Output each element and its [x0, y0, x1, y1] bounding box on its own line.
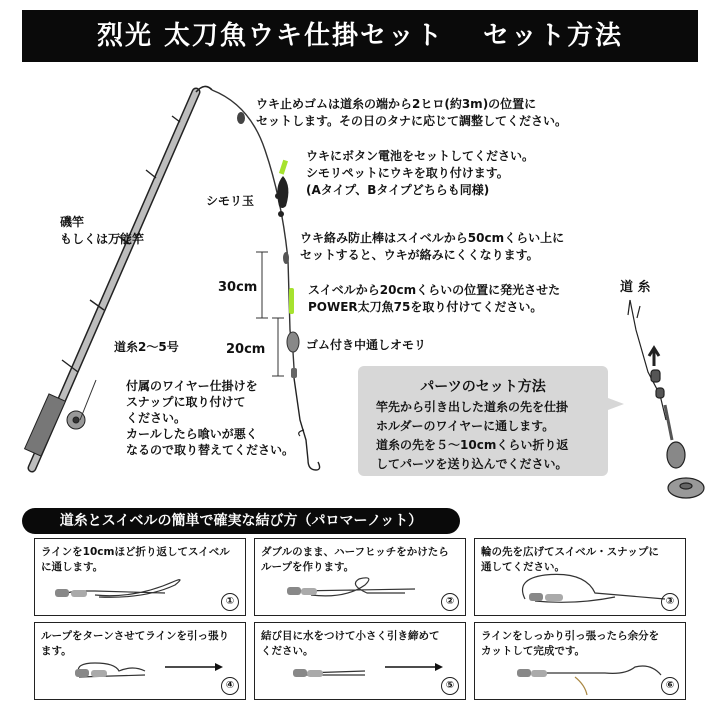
label-sinker: ゴム付き中通しオモリ: [306, 338, 427, 352]
label-20cm: 20cm: [226, 342, 266, 357]
sinker: [287, 332, 299, 352]
glow-stick: [289, 288, 294, 314]
inset-rig: [628, 300, 704, 498]
knot-step-1-illustration: [35, 539, 247, 617]
step-number: ②: [441, 593, 459, 611]
knot-step-2-illustration: [255, 539, 467, 617]
knot-step-5: [254, 622, 466, 700]
shimori-bead: [275, 193, 281, 199]
anti-tangle-bar: [283, 252, 289, 264]
knot-step-6-illustration: [475, 623, 687, 701]
note-float: ウキにボタン電池をセットしてください。 シモリペットにウキを取り付けます。 (Aタイプ、Bタイプどちらも同様): [306, 149, 535, 197]
label-rod: 磯竿 もしくは万能竿: [60, 215, 145, 246]
note-stopper: ウキ止めゴムは道糸の端から2ヒロ(約3m)の位置に セットします。その日のタナに応じて調整してください。: [256, 97, 568, 128]
label-michiito: 道 糸: [620, 280, 651, 295]
step-text: ループをターンさせてラインを引っ張り ます。: [41, 630, 229, 657]
knot-step-3: [474, 538, 686, 616]
knot-step-2: [254, 538, 466, 616]
note-glow: スイベルから20cmくらいの位置に発光させた POWER太刀魚75を取り付けてください。: [308, 283, 561, 314]
label-shimori: シモリ玉: [206, 194, 255, 208]
step-text: 結び目に水をつけて小さく引き締めて ください。: [261, 630, 440, 657]
label-30cm: 30cm: [218, 280, 258, 295]
float: [277, 160, 288, 217]
step-number: ③: [661, 593, 679, 611]
note-wire: 付属のワイヤー仕掛けを スナップに取り付けて ください。 カールしたら喰いが悪く なるので取り替えてください。: [126, 379, 295, 457]
step-text: 輪の先を広げてスイベル・スナップに 通してください。: [481, 546, 659, 573]
note-anti-tangle: ウキ絡み防止棒はスイベルから50cmくらい上に セットすると、ウキが絡みにくくなります。: [300, 231, 565, 262]
knot-step-4-illustration: [35, 623, 247, 701]
float-stopper: [237, 112, 245, 124]
wire-leader: [294, 378, 320, 470]
step-number: ⑤: [441, 677, 459, 695]
parts-body: 竿先から引き出した道糸の先を仕掛 ホルダーのワイヤーに通します。 道糸の先を５～10cmくらい折り返 してパーツを送り込んでください。: [376, 400, 569, 471]
knot-step-4: [34, 622, 246, 700]
label-line: 道糸2〜5号: [114, 340, 179, 354]
page-title: 烈光 太刀魚ウキ仕掛セット セット方法: [96, 21, 624, 51]
step-text: ダブルのまま、ハーフヒッチをかけたら ループを作ります。: [261, 546, 449, 573]
knot-step-1: [34, 538, 246, 616]
step-text: ラインをしっかり引っ張ったら余分を カットして完成です。: [481, 630, 660, 657]
knot-header-text: 道糸とスイベルの簡単で確実な結び方（パロマーノット）: [59, 513, 423, 529]
knot-step-6: [474, 622, 686, 700]
step-number: ④: [221, 677, 239, 695]
knot-step-3-illustration: [475, 539, 687, 617]
step-number: ①: [221, 593, 239, 611]
step-text: ラインを10cmほど折り返してスイベル に通します。: [41, 546, 230, 573]
parts-title: パーツのセット方法: [420, 379, 546, 395]
knot-step-5-illustration: [255, 623, 467, 701]
step-number: ⑥: [661, 677, 679, 695]
